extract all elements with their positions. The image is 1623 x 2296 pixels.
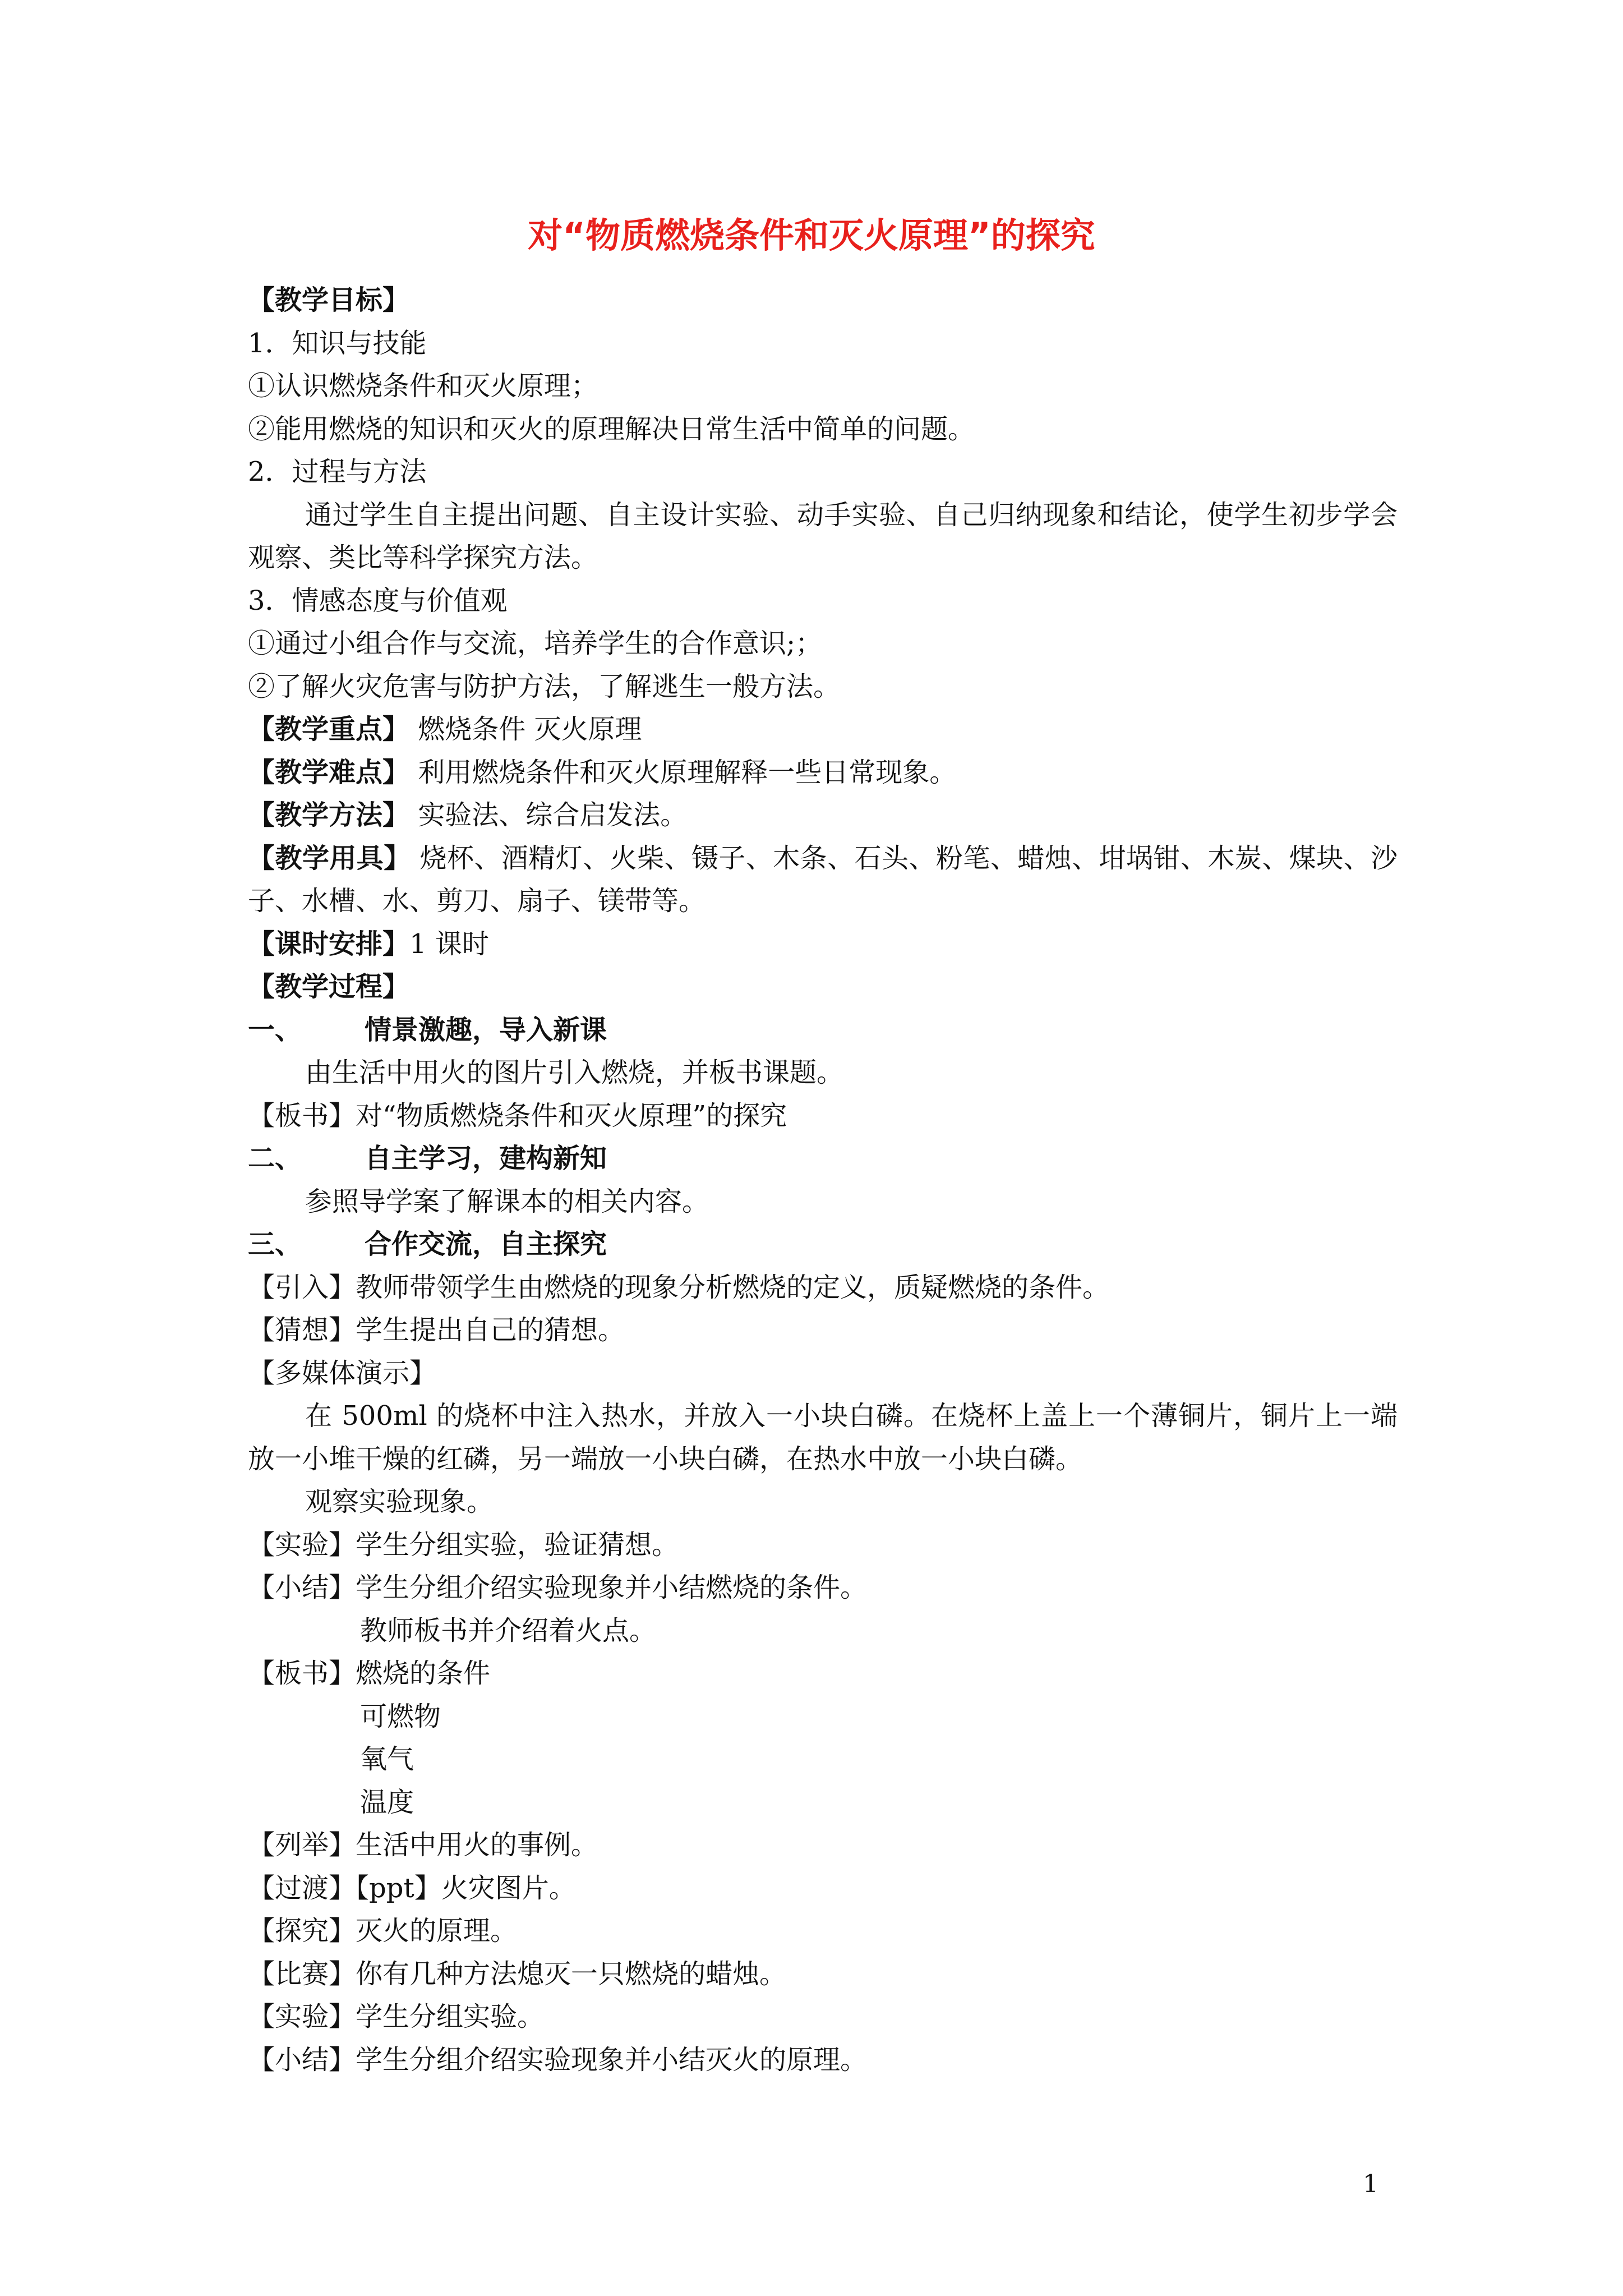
goals-item-1: 1．知识与技能	[248, 327, 427, 359]
tools-label: 【教学用具】	[248, 842, 411, 874]
summary-1-line: 【小结】学生分组介绍实验现象并小结燃烧的条件。	[248, 1572, 868, 1603]
media-heading: 【多媒体演示】	[248, 1357, 437, 1389]
section-3-title: 合作交流，自主探究	[365, 1228, 607, 1260]
difficulty-text: 利用燃烧条件和灭火原理解释一些日常现象。	[409, 756, 957, 788]
goals-item-1a: ①认识燃烧条件和灭火原理；	[248, 370, 598, 402]
experiment-2-line: 【实验】学生分组实验。	[248, 2001, 545, 2032]
explore-line: 【探究】灭火的原理。	[248, 1915, 518, 1947]
summary-2-line: 【小结】学生分组介绍实验现象并小结灭火的原理。	[248, 2044, 868, 2076]
key-point-row	[248, 708, 1398, 751]
key-point-label: 【教学重点】	[248, 714, 410, 745]
goals-item-1b: ②能用燃烧的知识和灭火的原理解决日常生活中简单的问题。	[248, 413, 975, 445]
observe-line: 观察实验现象。	[305, 1486, 494, 1517]
method-label: 【教学方法】	[248, 799, 410, 831]
key-point-text: 燃烧条件 灭火原理	[409, 714, 642, 745]
page-number: 1	[1363, 2170, 1378, 2198]
schedule-row	[248, 923, 1398, 966]
summary-1-continued: 教师板书并介绍着火点。	[360, 1614, 657, 1646]
section-2-text: 参照导学案了解课本的相关内容。	[305, 1185, 709, 1217]
tools-row	[248, 837, 1398, 923]
section-1-title: 情景激趣，导入新课	[365, 1014, 607, 1046]
goals-heading: 【教学目标】	[248, 284, 410, 316]
section-2-number: 二、	[248, 1143, 302, 1174]
list-line: 【列举】生活中用火的事例。	[248, 1829, 598, 1861]
section-1-number: 一、	[248, 1014, 302, 1046]
guess-line: 【猜想】学生提出自己的猜想。	[248, 1314, 625, 1346]
media-text-span: 在 500ml 的烧杯中注入热水，并放入一小块白磷。在烧杯上盖上一个薄铜片，铜片上一端放一小堆干燥的红磷，另一端放一小块白磷，在热水中放一小块白磷。	[248, 1400, 1398, 1475]
difficulty-row	[248, 751, 1398, 794]
document-body	[248, 279, 1398, 2081]
schedule-text: 1 课时	[409, 928, 489, 960]
experiment-1-line: 【实验】学生分组实验，验证猜想。	[248, 1529, 679, 1561]
goals-item-3b: ②了解火灾危害与防护方法，了解逃生一般方法。	[248, 670, 841, 702]
board-conditions: 【板书】燃烧的条件	[248, 1658, 491, 1689]
condition-temperature: 温度	[360, 1786, 414, 1818]
media-text	[248, 1395, 1398, 1480]
transition-line: 【过渡】【ppt】火灾图片。	[248, 1872, 576, 1904]
contest-line: 【比赛】你有几种方法熄灭一只燃烧的蜡烛。	[248, 1958, 787, 1990]
process-heading: 【教学过程】	[248, 971, 410, 1002]
condition-oxygen: 氧气	[360, 1743, 414, 1775]
schedule-label: 【课时安排】	[248, 928, 410, 960]
goals-item-2-text	[248, 494, 1398, 579]
intro-line: 【引入】教师带领学生由燃烧的现象分析燃烧的定义，质疑燃烧的条件。	[248, 1271, 1110, 1303]
condition-combustible: 可燃物	[360, 1700, 441, 1732]
goals-item-2: 2．过程与方法	[248, 456, 427, 487]
difficulty-label: 【教学难点】	[248, 756, 410, 788]
section-2-title: 自主学习，建构新知	[365, 1143, 607, 1174]
goals-item-3: 3．情感态度与价值观	[248, 585, 508, 616]
document-title: 对“物质燃烧条件和灭火原理”的探究	[528, 215, 1095, 256]
section-1-heading	[248, 1009, 1398, 1052]
section-3-heading	[248, 1223, 1398, 1266]
section-2-heading	[248, 1137, 1398, 1180]
goals-item-2-text-span: 通过学生自主提出问题、自主设计实验、动手实验、自己归纳现象和结论，使学生初步学会观察、类比等科学探究方法。	[248, 499, 1398, 573]
section-3-number: 三、	[248, 1228, 302, 1260]
tools-text: 烧杯、酒精灯、火柴、镊子、木条、石头、粉笔、蜡烛、坩埚钳、木炭、煤块、沙子、水槽、水、剪刀、扇子、镁带等。	[248, 842, 1398, 917]
board-title: 【板书】对“物质燃烧条件和灭火原理”的探究	[248, 1099, 787, 1131]
method-text: 实验法、综合启发法。	[409, 799, 688, 831]
goals-item-3a: ①通过小组合作与交流，培养学生的合作意识;；	[248, 628, 823, 659]
section-1-text: 由生活中用火的图片引入燃烧，并板书课题。	[305, 1057, 844, 1088]
method-row	[248, 794, 1398, 837]
